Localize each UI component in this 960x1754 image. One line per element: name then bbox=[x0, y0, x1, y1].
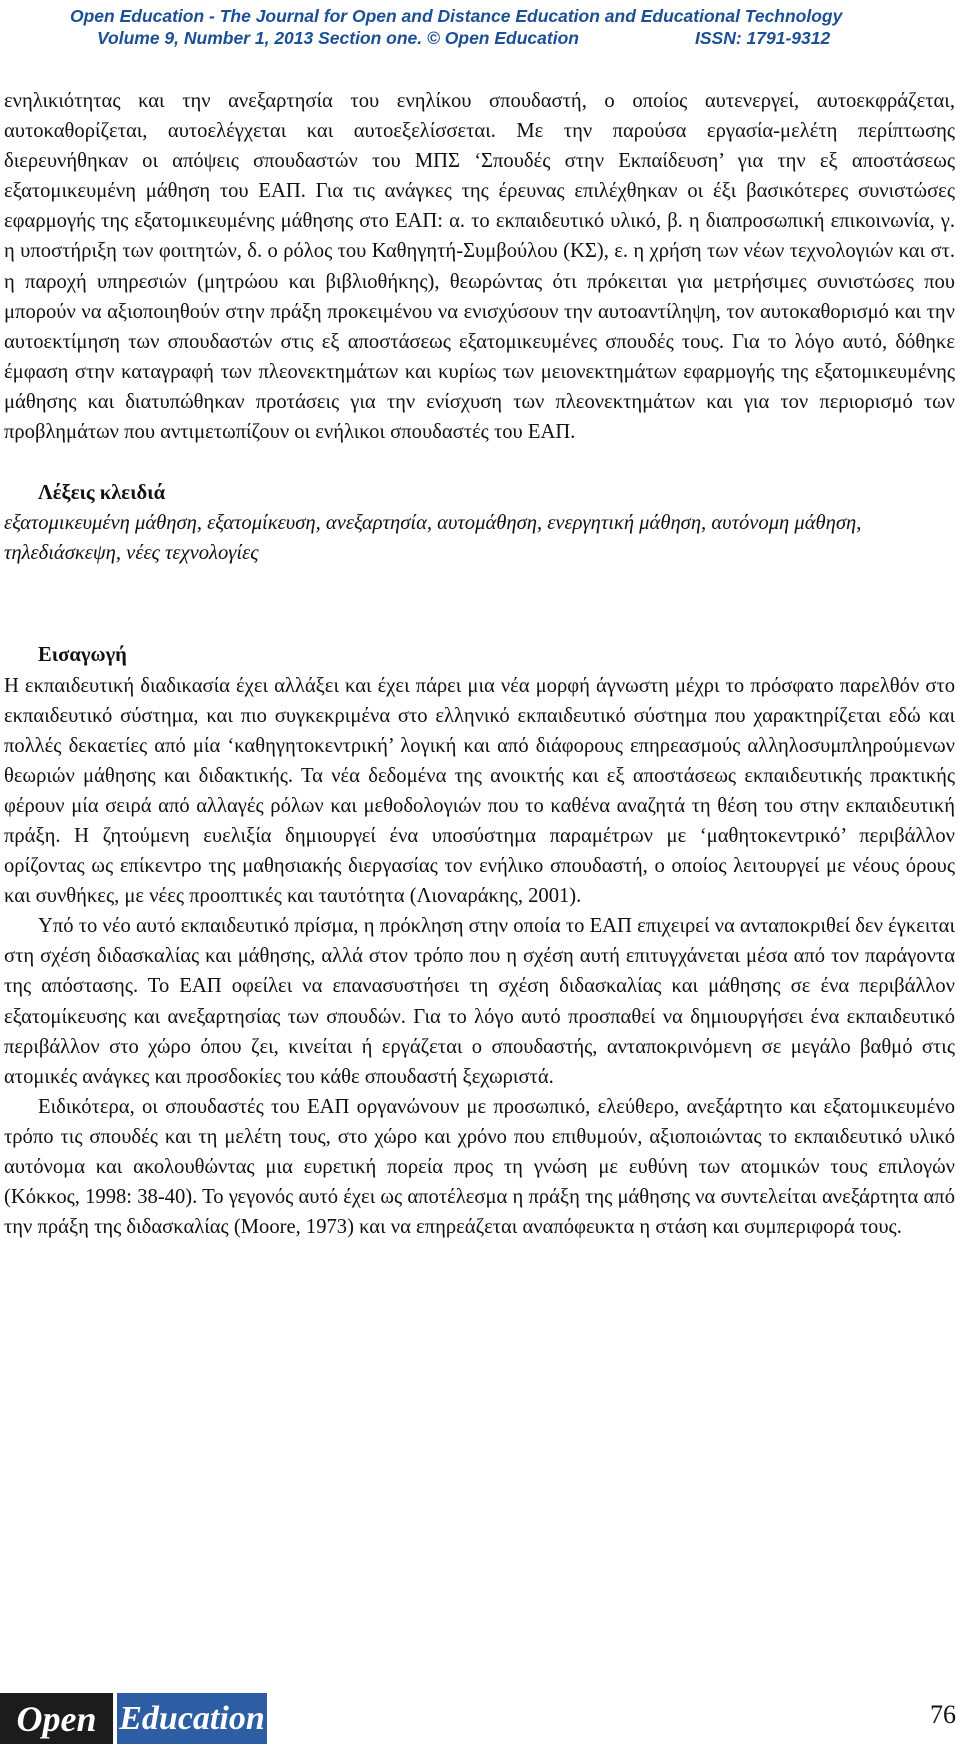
logo-education-block: Education bbox=[117, 1693, 267, 1744]
issn: ISSN: 1791-9312 bbox=[695, 28, 831, 48]
abstract-paragraph: ενηλικιότητας και την ανεξαρτησία του ενηλίκου σπουδαστή, ο οποίος αυτενεργεί, αυτοεκφράζεται, αυτοκαθορίζεται, αυτοελέγχεται και αυτοεξελίσσεται. Με την παρούσα εργασία-μελέτη περίπτωσης διερευνήθηκαν οι απόψεις σπουδαστών του ΜΠΣ ‘Σπουδές στην Εκπαίδευση’ για την εξ αποστάσεως εξατομικευμένη μάθηση του ΕΑΠ. Για τις ανάγκες της έρευνας επιλέχθηκαν οι έξι βασικότερες συνιστώσες εφαρμογής της εξατομικευμένης μάθησης στο ΕΑΠ: α. το εκπαιδευτικό υλικό, β. η διαπροσωπική επικοινωνία, γ. η υποστήριξη των φοιτητών, δ. ο ρόλος του Καθηγητή-Συμβούλου (ΚΣ), ε. η χρήση των νέων τεχνολογιών και στ. η παροχή υπηρεσιών (μητρώου και βιβλιοθήκης), θεωρώντας ότι πρόκειται για μετρήσιμες συνιστώσες που μπορούν να αξιοποιηθούν στην πράξη προκειμένου να ενισχύσουν την αυτοαντίληψη, τον αυτοκαθορισμό και την αυτοεκτίμηση των σπουδαστών στις εξ αποστάσεως εξατομικευμένες σπουδές τους. Για το λόγο αυτό, δόθηκε έμφαση στην καταγραφή των πλεονεκτημάτων και κυρίως των μειονεκτημάτων εφαρμογής της εξατομικευμένης μάθησης και διατυπώθηκαν προτάσεις για την ενίσχυση των πλεονεκτημάτων και για τον περιορισμό των προβλημάτων που αντιμετωπίζουν οι ενήλικοι σπουδαστές του ΕΑΠ. bbox=[4, 90, 955, 444]
open-education-logo bbox=[0, 1693, 270, 1744]
introduction-heading: Εισαγωγή bbox=[38, 644, 127, 667]
page-number: 76 bbox=[930, 1700, 956, 1729]
keywords-heading: Λέξεις κλειδιά bbox=[38, 482, 166, 505]
introduction-paragraph-2: Υπό το νέο αυτό εκπαιδευτικό πρίσμα, η πρόκληση στην οποία το ΕΑΠ επιχειρεί να ανταποκριθεί δεν έγκειται στη σχέση διδασκαλίας και μάθησης, αλλά στον τρόπο που η σχέση αυτή επιτυγχάνεται μέσα από τον παράγοντα της απόστασης. Το ΕΑΠ οφείλει να επανασυστήσει τη σχέση διδασκαλίας και μάθησης σε ένα περιβάλλον εξατομίκευσης και ανεξαρτησίας των σπουδών. Για το λόγο αυτό προσπαθεί να δημιουργήσει ένα εκπαιδευτικό περιβάλλον στο χώρο όπου ζει, κινείται ή εργάζεται ο σπουδαστής, ανταποκρινόμενη σε μεγάλο βαθμό στις ατομικές ανάγκες και προσδοκίες του κάθε σπουδαστή ξεχωριστά. bbox=[4, 915, 955, 1088]
journal-title: Open Education - The Journal for Open and Distance Education and Educational Technology bbox=[70, 6, 843, 26]
journal-issue-line bbox=[97, 27, 831, 49]
introduction-paragraph-1: Η εκπαιδευτική διαδικασία έχει αλλάξει και έχει πάρει μια νέα μορφή άγνωστη μέχρι το πρόσφατο παρελθόν στο εκπαιδευτικό σύστημα, και πιο συγκεκριμένα στο ελληνικό εκπαιδευτικό σύστημα που χαρακτηρίζεται εδώ και πολλές δεκαετίες από μία ‘καθηγητοκεντρική’ λογική και από διάφορους επηρεασμούς αλληλοσυμπληρούμενων θεωριών μάθησης και διδακτικής. Τα νέα δεδομένα της ανοικτής και εξ αποστάσεως εκπαιδευτικής πρακτικής φέρουν μία σειρά από αλλαγές ρόλων και μεθοδολογιών που το καθένα αναζητά τη θέση του στην εκπαιδευτική πράξη. Η ζητούμενη ευελιξία δημιουργεί ένα υποσύστημα παραμέτρων με ‘μαθητοκεντρικό’ περιβάλλον ορίζοντας ως επίκεντρο της μαθησιακής διεργασίας τον ενήλικο σπουδαστή, ο οποίος λειτουργεί με νέους όρους και συνθήκες, με νέες προοπτικές και ταυτότητα (Λιοναράκης, 2001). bbox=[4, 674, 955, 908]
keywords-text: εξατομικευμένη μάθηση, εξατομίκευση, ανεξαρτησία, αυτομάθηση, ενεργητική μάθηση, αυτόνομη μάθηση, τηλεδιάσκεψη, νέες τεχνολογίες bbox=[4, 512, 862, 565]
volume-info: Volume 9, Number 1, 2013 Section one. © Open Education bbox=[97, 28, 579, 48]
introduction-paragraph-3: Ειδικότερα, οι σπουδαστές του ΕΑΠ οργανώνουν με προσωπικό, ελεύθερο, ανεξάρτητο και εξατομικευμένο τρόπο τις σπουδές και τη μελέτη τους, στο χώρο και χρόνο που επιθυμούν, αξιοποιώντας το εκπαιδευτικό υλικό αυτόνομα και ακολουθώντας μια ευρετική πορεία προς τη γνώση με ευθύνη των ατομικών τους επιλογών (Κόκκος, 1998: 38-40). Το γεγονός αυτό έχει ως αποτέλεσμα η πράξη της μάθησης να συντελείται ανεξάρτητα από την πράξη της διδασκαλίας (Moore, 1973) και να επηρεάζεται αναπόφευκτα η στάση και συμπεριφορά τους. bbox=[4, 1095, 955, 1239]
page-body bbox=[4, 86, 955, 1242]
logo-open-block: Open bbox=[0, 1693, 113, 1744]
